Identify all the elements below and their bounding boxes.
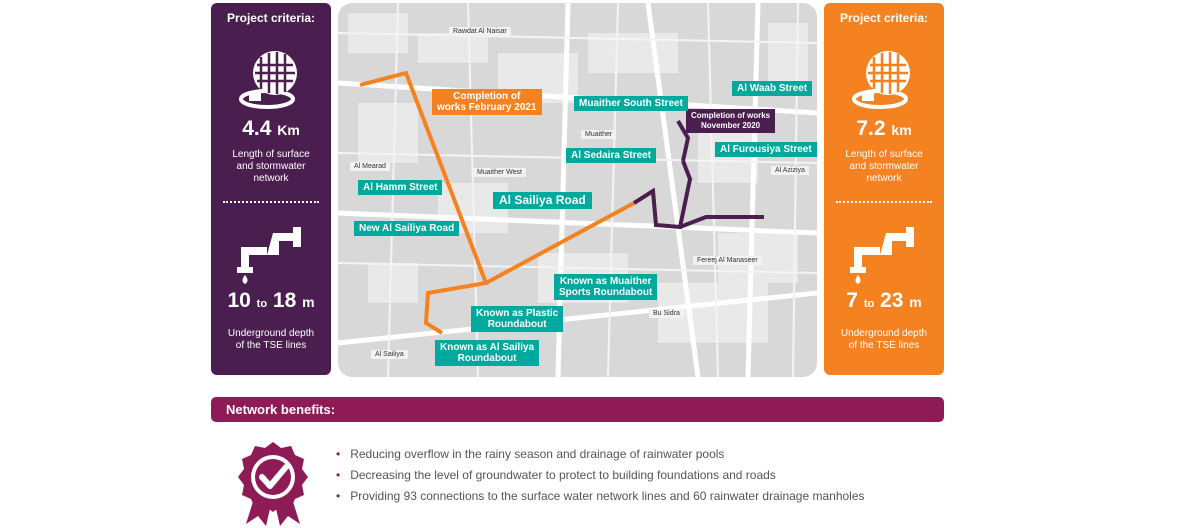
project-criteria-panel-right (824, 3, 944, 375)
route-map (338, 3, 817, 377)
depth-desc: Underground depth of the TSE lines (227, 328, 315, 351)
label-plastic-roundabout: Known as Plastic Roundabout (471, 306, 563, 332)
benefits-list (336, 444, 865, 507)
label-completion-feb-2021: Completion of works February 2021 (432, 89, 542, 115)
area-al-sailiya: Al Sailiya (371, 350, 408, 359)
panel-title: Project criteria: (839, 11, 929, 25)
benefits-title: Network benefits: (226, 402, 336, 417)
purple-route-1 (634, 161, 690, 227)
label-completion-nov-2020: Completion of works November 2020 (686, 109, 775, 133)
list-item: • Decreasing the level of groundwater to protect to building foundations and roads (336, 465, 865, 486)
label-al-sedaira-street: Al Sedaira Street (566, 148, 656, 163)
network-length-value: 4.4 Km (242, 117, 300, 140)
area-fereej-al-manaseer: Fereej Al Manaseer (693, 256, 762, 265)
label-al-hamm-street: Al Hamm Street (358, 180, 442, 195)
list-item: • Reducing overflow in the rainy season and drainage of rainwater pools (336, 444, 865, 465)
label-al-waab-street: Al Waab Street (732, 81, 812, 96)
label-al-furousiya-street: Al Furousiya Street (715, 142, 817, 157)
area-rawdat-al-naisar: Rawdat Al Naisar (449, 27, 511, 36)
panel-title: Project criteria: (226, 11, 316, 25)
area-al-aziziya: Al Aziziya (771, 166, 809, 175)
label-al-sailiya-roundabout: Known as Al Sailiya Roundabout (435, 340, 539, 366)
pipe-tap-icon (211, 225, 331, 285)
divider (836, 201, 932, 203)
project-criteria-panel-left (211, 3, 331, 375)
drain-grate-icon (824, 43, 944, 113)
network-length-desc: Length of surface and stormwater network (232, 149, 310, 184)
network-benefits-header (211, 397, 944, 422)
area-al-mearad: Al Mearad (350, 162, 390, 171)
depth-range-value: 7 to 23 m (846, 289, 922, 312)
drain-grate-icon (211, 43, 331, 113)
pipe-tap-icon (824, 225, 944, 285)
label-new-al-sailiya-road: New Al Sailiya Road (354, 221, 459, 236)
area-bu-sidra: Bu Sidra (649, 309, 684, 318)
depth-range-value: 10 to 18 m (227, 289, 315, 312)
label-al-sailiya-road: Al Sailiya Road (493, 192, 592, 209)
list-item: • Providing 93 connections to the surface water network lines and 60 rainwater drainage manholes (336, 486, 865, 507)
depth-desc: Underground depth of the TSE lines (840, 328, 928, 351)
quality-badge-icon (238, 440, 308, 528)
area-muaither: Muaither (581, 130, 616, 139)
divider (223, 201, 319, 203)
network-length-desc: Length of surface and stormwater network (845, 149, 923, 184)
label-muaither-south-street: Muaither South Street (574, 96, 688, 111)
network-length-value: 7.2 km (856, 117, 912, 140)
area-muaither-west: Muaither West (473, 168, 526, 177)
label-muaither-sports-roundabout: Known as Muaither Sports Roundabout (554, 274, 657, 300)
